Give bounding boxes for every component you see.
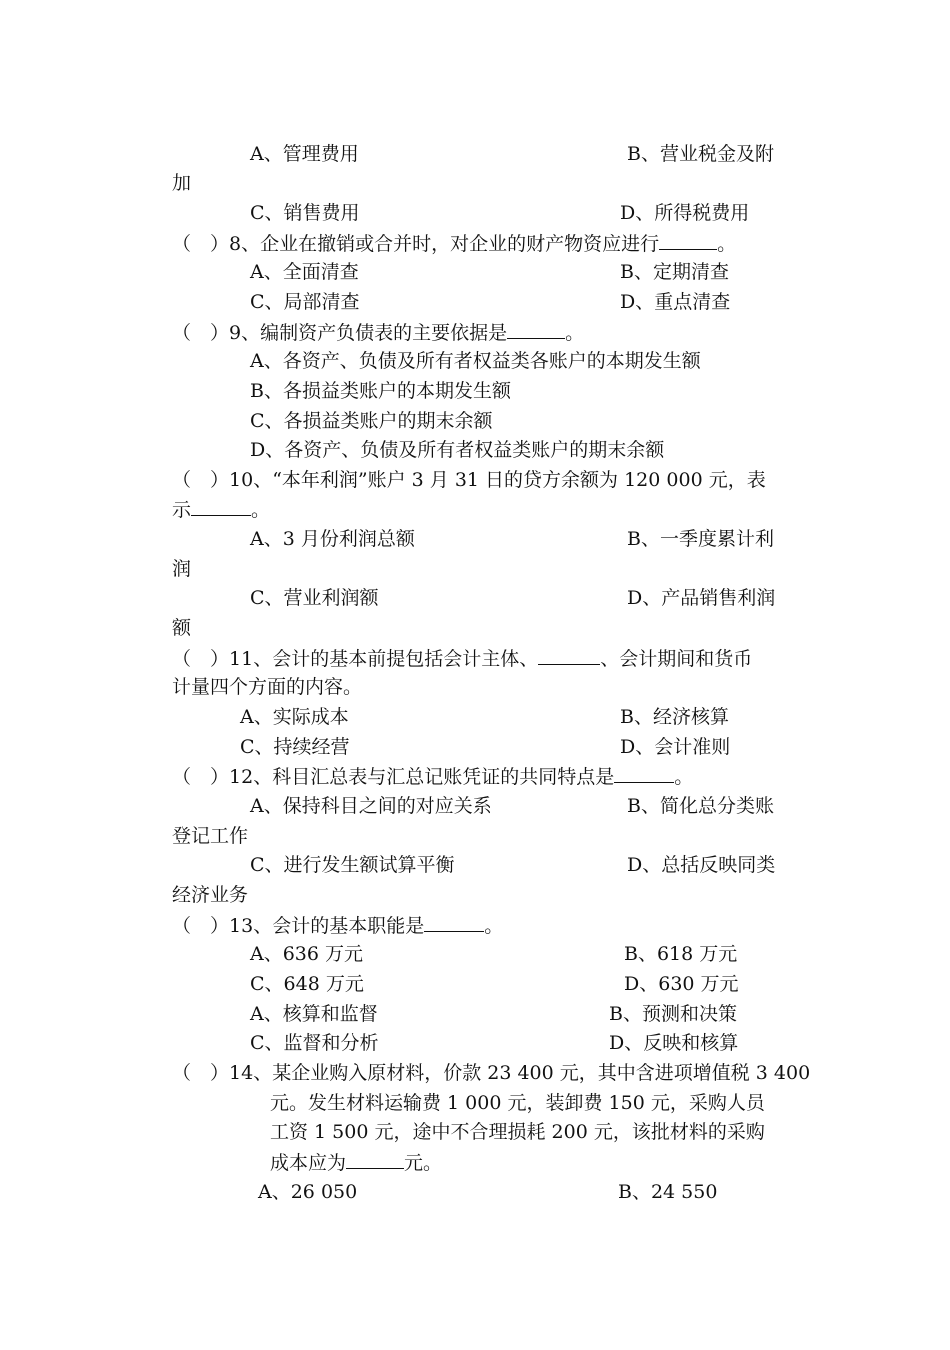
question-14-line2: 元。发生材料运输费 1 000 元，装卸费 150 元，采购人员 xyxy=(270,1092,765,1114)
q7-option-d: D、所得税费用 xyxy=(620,202,750,224)
question-text: 示 xyxy=(172,499,192,521)
q13-option-c1: C、648 万元 xyxy=(250,973,364,995)
answer-paren: （ ） xyxy=(172,469,230,491)
question-text: 9、编制资产负债表的主要依据是 xyxy=(229,322,508,344)
q10-option-b: B、一季度累计利 xyxy=(627,528,774,550)
answer-blank xyxy=(614,764,674,783)
q12-option-d-wrap: 经济业务 xyxy=(172,884,249,906)
q7-option-a: A、管理费用 xyxy=(250,143,359,165)
question-text: 12、科目汇总表与汇总记账凭证的共同特点是 xyxy=(229,766,615,788)
q14-option-a: A、26 050 xyxy=(258,1181,358,1203)
q10-option-d-wrap: 额 xyxy=(172,617,192,639)
q10-option-d: D、产品销售利润 xyxy=(627,587,776,609)
q10-option-a: A、3 月份利润总额 xyxy=(250,528,415,550)
q10-option-c: C、营业利润额 xyxy=(250,587,379,609)
q8-option-c: C、局部清查 xyxy=(250,291,360,313)
q12-option-b-wrap: 登记工作 xyxy=(172,825,249,847)
q13-option-d2: D、反映和核算 xyxy=(609,1032,739,1054)
answer-blank xyxy=(424,913,484,932)
q13-option-b2: B、预测和决策 xyxy=(609,1003,737,1025)
q14-option-b: B、24 550 xyxy=(618,1181,718,1203)
q13-option-b1: B、618 万元 xyxy=(624,943,738,965)
question-text: 11、会计的基本前提包括会计主体、 xyxy=(229,648,539,670)
q13-option-c2: C、监督和分析 xyxy=(250,1032,379,1054)
q13-option-a1: A、636 万元 xyxy=(250,943,364,965)
answer-paren: （ ） xyxy=(172,233,230,255)
answer-blank xyxy=(659,231,717,250)
q13-option-a2: A、核算和监督 xyxy=(250,1003,378,1025)
question-text: 8、企业在撤销或合并时，对企业的财产物资应进行 xyxy=(229,233,660,255)
question-14-line3: 工资 1 500 元，途中不合理损耗 200 元，该批材料的采购 xyxy=(270,1121,765,1143)
answer-paren: （ ） xyxy=(172,766,230,788)
question-10 xyxy=(172,468,766,492)
answer-paren: （ ） xyxy=(172,915,230,937)
q13-option-d1: D、630 万元 xyxy=(624,973,739,995)
q10-option-b-wrap: 润 xyxy=(172,558,192,580)
answer-paren: （ ） xyxy=(172,648,230,670)
q7-option-b: B、营业税金及附 xyxy=(627,143,774,165)
question-end: 。 xyxy=(484,915,504,937)
q11-option-a: A、实际成本 xyxy=(240,706,349,728)
question-11-wrap: 计量四个方面的内容。 xyxy=(172,676,363,698)
question-14 xyxy=(172,1061,810,1085)
q8-option-a: A、全面清查 xyxy=(250,261,359,283)
answer-blank xyxy=(538,646,600,665)
q12-option-a: A、保持科目之间的对应关系 xyxy=(250,795,492,817)
question-12 xyxy=(172,764,693,789)
q7-option-c: C、销售费用 xyxy=(250,202,360,224)
q9-option-c: C、各损益类账户的期末余额 xyxy=(250,410,493,432)
q11-option-b: B、经济核算 xyxy=(620,706,729,728)
question-end: 。 xyxy=(717,233,737,255)
question-text: 10、“本年利润”账户 3 月 31 日的贷方余额为 120 000 元，表 xyxy=(229,469,766,491)
answer-blank xyxy=(191,497,251,516)
q11-option-d: D、会计准则 xyxy=(620,736,731,758)
question-11 xyxy=(172,646,752,671)
answer-paren: （ ） xyxy=(172,322,230,344)
q12-option-c: C、进行发生额试算平衡 xyxy=(250,854,455,876)
answer-blank xyxy=(507,320,565,339)
question-end: 。 xyxy=(674,766,694,788)
q9-option-b: B、各损益类账户的本期发生额 xyxy=(250,380,511,402)
question-10-wrap xyxy=(172,497,270,522)
q7-option-b-wrap: 加 xyxy=(172,172,192,194)
answer-blank xyxy=(346,1150,404,1169)
question-8 xyxy=(172,231,736,256)
q9-option-a: A、各资产、负债及所有者权益类各账户的本期发生额 xyxy=(250,350,701,372)
question-text-cont: 、会计期间和货币 xyxy=(600,648,753,670)
question-text: 成本应为 xyxy=(270,1152,347,1174)
question-end: 。 xyxy=(251,499,271,521)
q12-option-b: B、简化总分类账 xyxy=(627,795,774,817)
q8-option-b: B、定期清查 xyxy=(620,261,729,283)
answer-paren: （ ） xyxy=(172,1062,230,1084)
question-9 xyxy=(172,320,584,345)
q8-option-d: D、重点清查 xyxy=(620,291,731,313)
question-14-line4 xyxy=(270,1150,442,1175)
question-end: 元。 xyxy=(404,1152,443,1174)
question-text: 13、会计的基本职能是 xyxy=(229,915,425,937)
question-13 xyxy=(172,913,503,938)
q11-option-c: C、持续经营 xyxy=(240,736,350,758)
q9-option-d: D、各资产、负债及所有者权益类账户的期末余额 xyxy=(250,439,665,461)
q12-option-d: D、总括反映同类 xyxy=(627,854,776,876)
question-text: 14、某企业购入原材料，价款 23 400 元，其中含进项增值税 3 400 xyxy=(229,1062,811,1084)
question-end: 。 xyxy=(565,322,585,344)
